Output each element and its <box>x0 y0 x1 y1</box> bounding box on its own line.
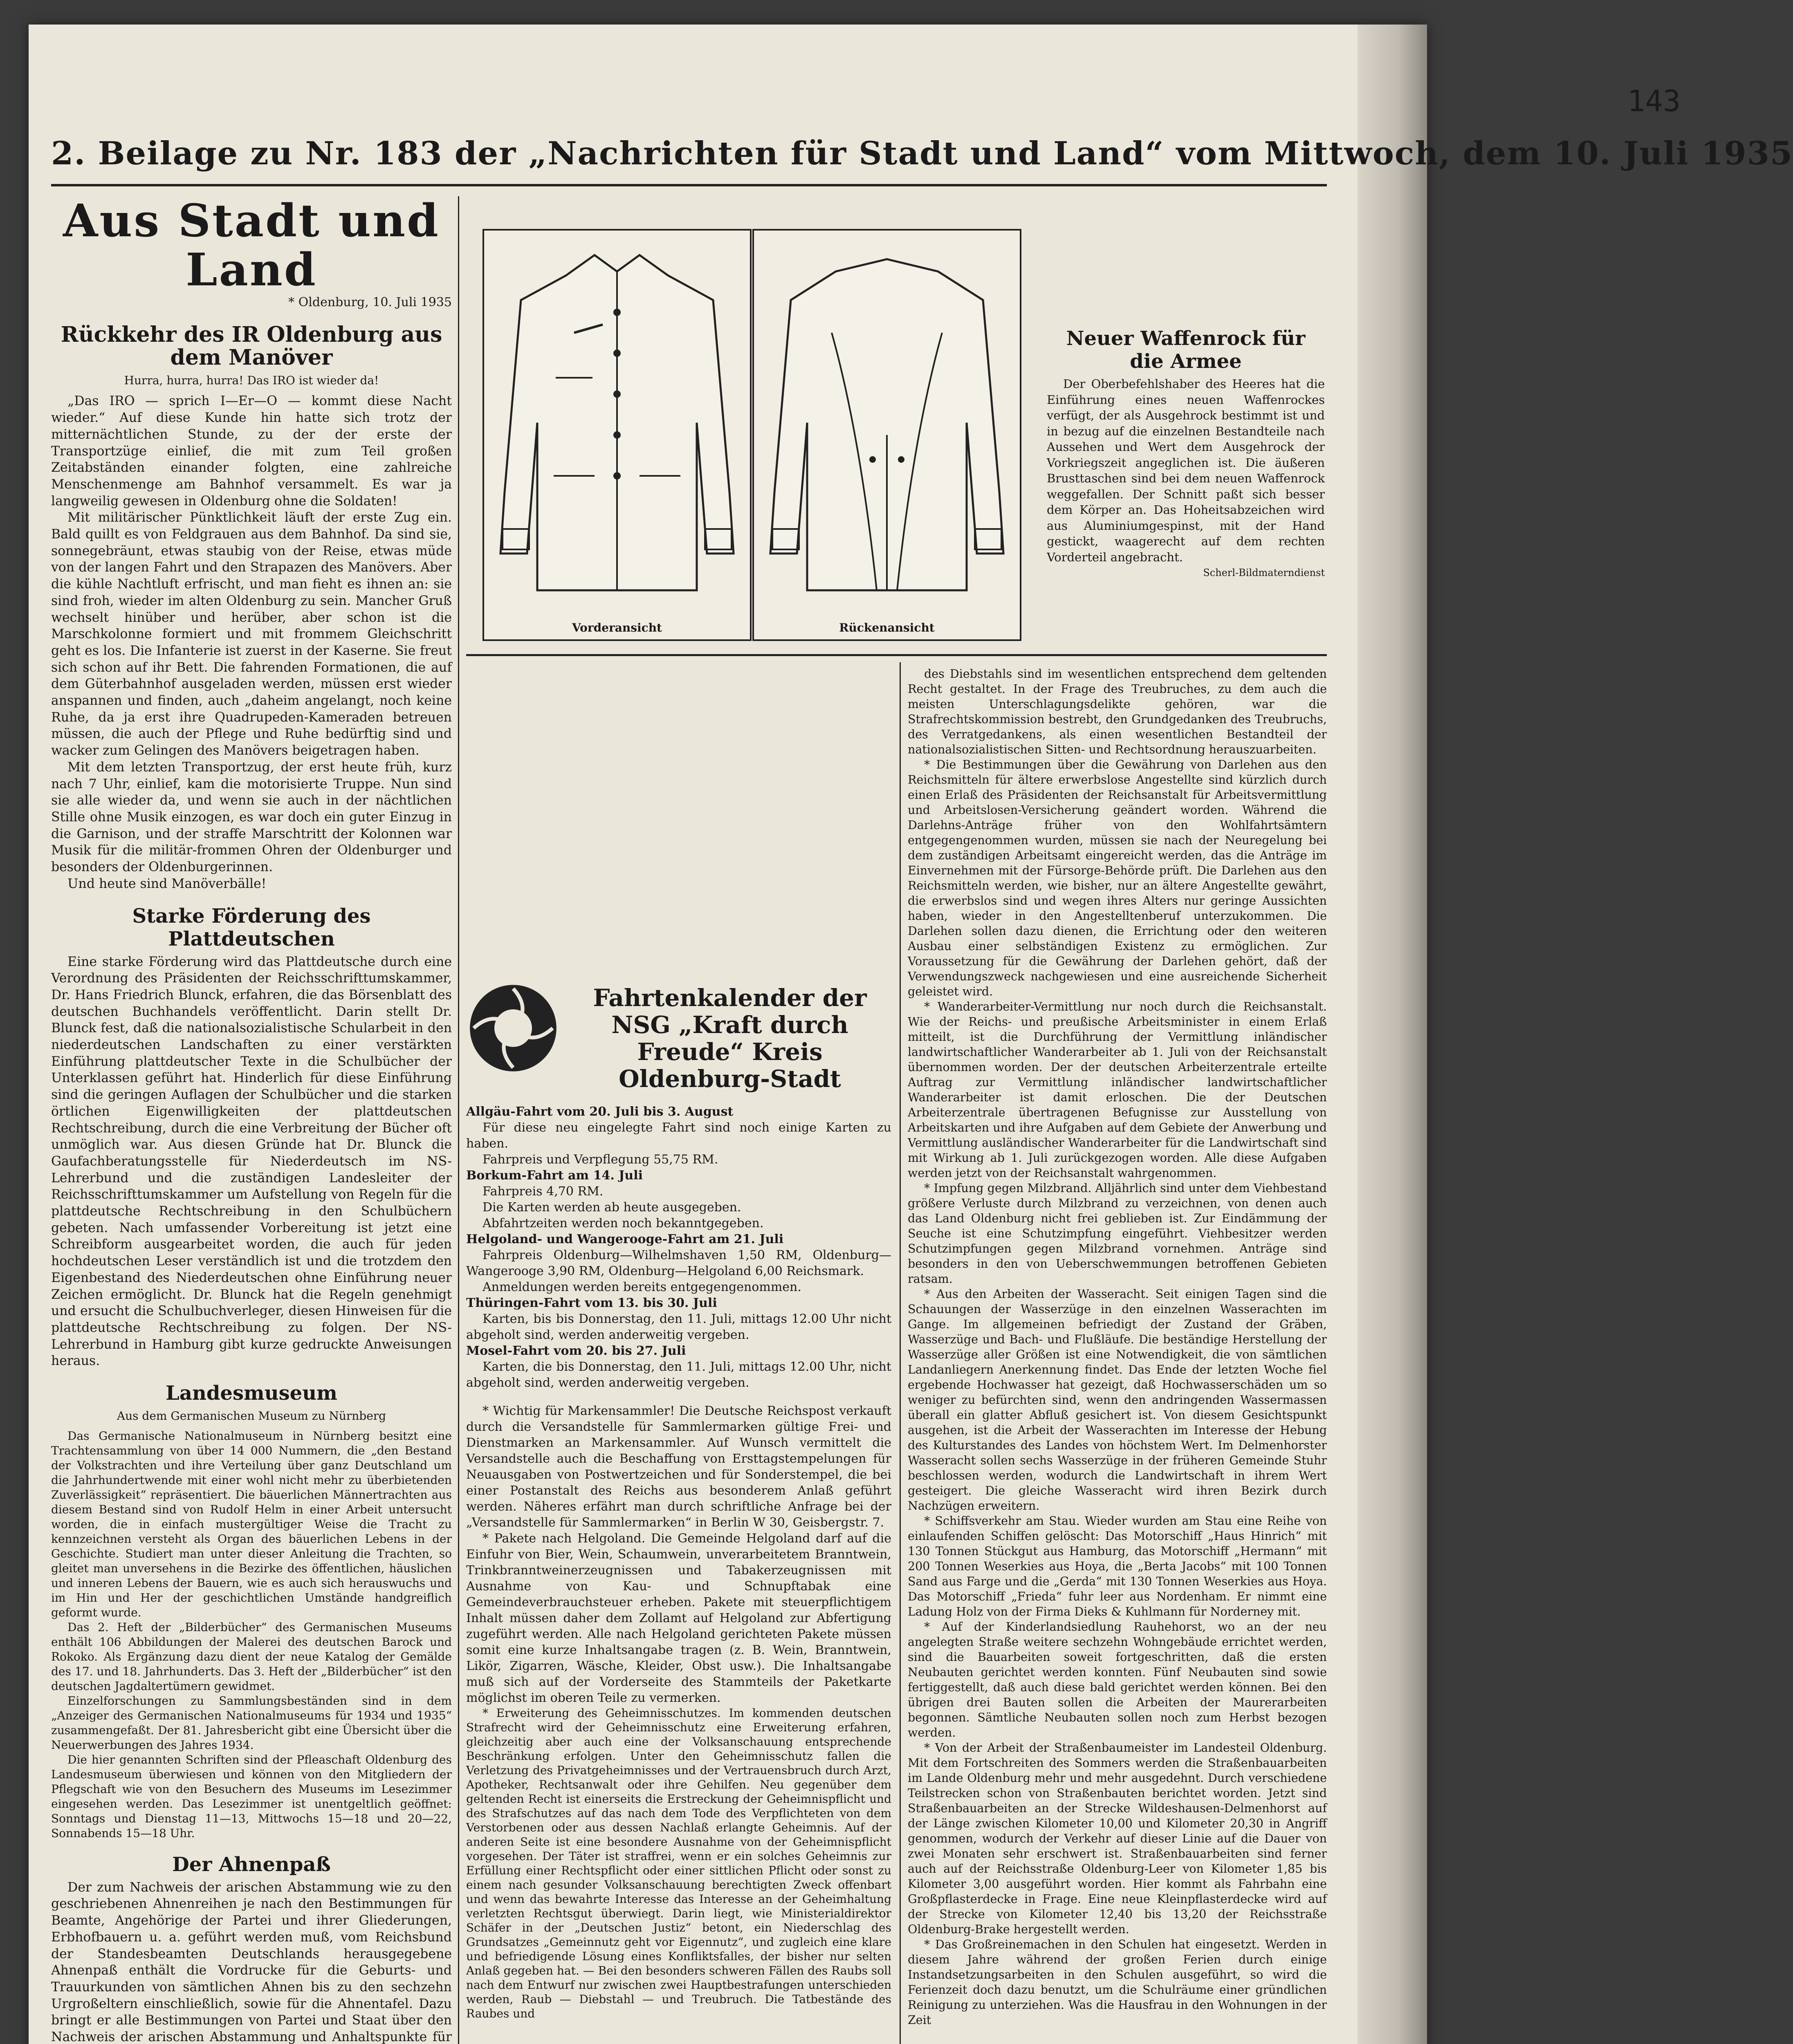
trip-text: Abfahrtzeiten werden noch bekanntgegeben. <box>482 1216 764 1230</box>
masthead-rule <box>51 184 1327 186</box>
trip-text: Fahrpreis 4,70 RM. <box>482 1184 604 1199</box>
paragraph: Eine starke Förderung wird das Plattdeutsche durch eine Verordnung des Präsidenten der Reichsschrifttumskammer, Dr. Hans Friedrich Blunck, erfahren, die das Börsenblatt des deutschen Buchhandels veröffentlicht. Darin stellt Dr. Blunck fest, daß die nationalsozialistische Schularbeit in den niederdeutschen Landschaften zu einer verstärkten Einführung plattdeutscher Texte in die Schulbücher der Unterklassen geführt hat. Hinderlich für diese Einführung sind die geringen Auflagen der Schulbücher und die starken örtlichen Eigenwilligkeiten der plattdeutschen Rechtschreibung, durch die eine Verbreitung der Bücher oft unmöglich war. Aus diesen Gründe hat Dr. Blunck die Gaufachberatungsstelle für Niederdeutsch im NS-Lehrerbund und die zuständigen Landesleiter der Reichsschrifttumskammer um Aufstellung von Regeln für die plattdeutsche Rechtschreibung in den Schulbüchern gebeten. Nach umfassender Vorbereitung ist jetzt eine Schreibform ausgearbeitet worden, die auch für jeden hochdeutschen Leser verständlich ist und die trotzdem den Eigenbestand des Niederdeutschen ohne Einführung neuer Zeichen ermöglicht. Dr. Blunck hat die Regeln genehmigt und ersucht die Schulbuchverleger, diesen Hinweisen für die plattdeutsche Rechtschreibung zu folgen. Der NS-Lehrerbund in Hamburg gibt kurze gedruckte Anweisungen heraus. <box>51 954 452 1369</box>
paragraph: * Die Bestimmungen über die Gewährung von Darlehen aus den Reichsmitteln für ältere erwerbslose Angestellte sind kürzlich durch einen Erlaß des Präsidenten der Reichsanstalt für Arbeitsvermittlung und Arbeitslosen-Versicherung geändert worden. Während die Darlehns-Anträge früher von den Wohlfahrtsämtern entgegengenommen wurden, müssen sie nach der Neuregelung bei dem zuständigen Arbeitsamt eingereicht werden, das die Anträge im Einvernehmen mit der Fürsorge-Behörde prüft. Die Darlehen aus den Reichsmitteln werden, wie bisher, nur an ältere Angestellte gewährt, die erwerbslos sind und wegen ihres Alters nur geringe Aussichten haben, wieder in den Angestelltenberuf unterzukommen. Die Darlehen sollen dazu dienen, die Errichtung oder den weiteren Ausbau einer selbständigen Existenz zu ermöglichen. Zur Voraussetzung für die Gewährung der Darlehen gehört, daß der Verwendungszweck nachgewiesen und eine ausreichende Sicherheit geleistet wird. <box>908 758 1327 998</box>
verse: Hurra, hurra, hurra! Das IRO ist wieder da! <box>124 373 379 387</box>
paragraph: „Das IRO — sprich I—Er—O — kommt diese Nacht wieder.“ Auf diese Kunde hin hatte sich trotz der mitternächtlichen Stunde, zu der der erste der Transportzüge einlief, die mit zum Teil großen Zeitabständen einander folgten, eine zahlreiche Menschenmenge am Bahnhof versammelt. Es war ja langweilig gewesen in Oldenburg ohne die Soldaten! <box>51 394 452 509</box>
paragraph: Einzelforschungen zu Sammlungsbeständen sind in dem „Anzeiger des Germanischen Nationalmuseums für 1934 und 1935“ zusammengefaßt. Der 81. Jahresbericht gibt eine Übersicht über die Neuerwerbungen des Jahres 1934. <box>51 1694 452 1752</box>
kdf-title: Fahrtenkalender der NSG „Kraft durch Freude“ Kreis Oldenburg-Stadt <box>593 984 867 1093</box>
trip-title: Helgoland- und Wangerooge-Fahrt am 21. Juli <box>466 1232 784 1246</box>
column-2 <box>466 666 891 969</box>
paragraph: Die hier genannten Schriften sind der Pfleaschaft Oldenburg des Landesmuseum überwiesen und können von den Mitgliedern der Pflegschaft wie von den Besuchern des Museums im Lesezimmer eingesehen werden. Das Lesezimmer ist unentgeltlich geöffnet: Sonntags und Dienstag 11—13, Mittwochs 15—18 und 20—22, Sonnabends 15—18 Uhr. <box>51 1753 452 1840</box>
trip-text: Anmeldungen werden bereits entgegengenommen. <box>482 1280 801 1294</box>
article-title: Der Ahnenpaß <box>172 1853 331 1876</box>
trip-text: Karten, die bis Donnerstag, den 11. Juli, mittags 12.00 Uhr, nicht abgeholt sind, werden anderweitig vergeben. <box>466 1360 891 1390</box>
uniform-front-figure <box>482 229 752 641</box>
trip-title: Allgäu-Fahrt vom 20. Juli bis 3. August <box>466 1105 734 1119</box>
paragraph: * Schiffsverkehr am Stau. Wieder wurden am Stau eine Reihe von einlaufenden Schiffen gelöscht: Das Motorschiff „Haus Hinrich“ mit 130 Tonnen Stückgut aus Hamburg, das Motorschiff „Hermann“ mit 200 Tonnen Weserkies aus Hoya, die „Berta Jacobs“ mit 100 Tonnen Sand aus Farge und die „Gerda“ mit 130 Tonnen Weserkies aus Hoya. Das Motorschiff „Frieda“ fuhr leer aus Nordenham. Er nimmt eine Ladung Holz von der Firma Dieks & Kuhlmann für Norderney mit. <box>908 1514 1327 1618</box>
paragraph: * Das Großreinemachen in den Schulen hat eingesetzt. Werden in diesem Jahre während der großen Ferien durch einige Instandsetzungsarbeiten in den Schulen ausgeführt, so wird die Ferienzeit doch dazu benutzt, um die Schulräume einer gründlichen Reinigung zu unterziehen. Was die Hausfrau in den Wohnungen in der Zeit <box>908 1938 1327 2027</box>
paragraph: * Aus den Arbeiten der Wasseracht. Seit einigen Tagen sind die Schauungen der Wasserzüge in den einzelnen Wasserachten im Gange. Im allgemeinen befriedigt der Zustand der Gräben, Wasserzüge und Bach- und Flußläufe. Die beständige Herstellung der Wasserzüge aller Größen ist eine Notwendigkeit, die von sämtlichen Landanliegern Anerkennung findet. Das Ende der letzten Woche fiel ergebende Hochwasser hat gezeigt, daß Hochwasserschäden um so weniger zu befürchten sind, wenn den andringenden Wassermassen überall ein glatter Abfluß gesichert ist. Von diesem Gesichtspunkt ausgehen, ist die Arbeit der Wasserachten im Interesse der Hebung des Kulturstandes des Landes von höchstem Wert. Im Delmenhorster Wasseracht sollen sechs Wasserzüge in der früheren Gemeinde Stuhr beschlossen werden, wodurch die Landwirtschaft in ihrem Wert gesteigert. Die gleiche Wasseracht wird ihren Bezirk durch Nachzügen erweitern. <box>908 1287 1327 1513</box>
dateline: * Oldenburg, 10. Juli 1935 <box>288 295 452 309</box>
paragraph: Mit dem letzten Transportzug, der erst heute früh, kurz nach 7 Uhr, einlief, kam die motorisierte Truppe. Nun sind sie alle wieder da, und wenn sie auch in der nächtlichen Stille ohne Musik einzogen, es war doch ein guter Einzug in die Garnison, und der straffe Marschtritt der Kolonnen war Musik für die militär-frommen Ohren der Oldenburger und besonders der Oldenburgerinnen. <box>51 760 452 875</box>
paragraph: Das 2. Heft der „Bilderbücher“ des Germanischen Museums enthält 106 Abbildungen der Malerei des deutschen Barock und Rokoko. Als Ergänzung dazu dient der neue Katalog der Gemälde des 17. und 18. Jahrhunderts. Das 3. Heft der „Bilderbücher“ ist den deutschen Jagdaltertümern gewidmet. <box>51 1620 452 1693</box>
uniform-front-drawing <box>484 231 750 619</box>
paragraph: Der zum Nachweis der arischen Abstammung wie zu den geschriebenen Ahnenreihen je nach den Bestimmungen für Beamte, Angehörige der Partei und ihrer Gliederungen, Erbhofbauern u. a. geführt werden muß, vom Reichsbund der Standesbeamten Deutschlands herausgegebene Ahnenpaß enthält die Vordrucke für die Geburts- und Trauurkunden von sämtlichen Ahnen bis zu den sechzehn Urgroßeltern einschließlich, sowie für die Ahnentafel. Dazu bringt er alle Bestimmungen von Partei und Staat über den Nachweis der arischen Abstammung und Anhaltspunkte für <box>51 1880 452 2044</box>
image-credit: Scherl-Bildmaterndienst <box>1203 567 1325 578</box>
trip-title: Borkum-Fahrt am 14. Juli <box>466 1168 643 1183</box>
paragraph: * Von der Arbeit der Straßenbaumeister im Landesteil Oldenburg. Mit dem Fortschreiten des Sommers werden die Straßenbauarbeiten im Lande Oldenburg mehr und mehr ausgedehnt. Durch verschiedene Teilstrecken schon von Straßenbauten berichtet worden. Jetzt sind Straßenbauarbeiten an der Strecke Wildeshausen-Delmenhorst auf der Länge zwischen Kilometer 10,00 und Kilometer 20,30 in Angriff genommen, wodurch der Verkehr auf dieser Linie auf die Dauer von zwei Monaten sehr erschwert ist. Straßenbauarbeiten sind ferner auch auf der Reichsstraße Oldenburg-Leer von Kilometer 1,85 bis Kilometer 3,00 ausgeführt worden. Hier kommt als Fahrbahn eine Großpflasterdecke in Frage. Eine neue Kleinpflasterdecke wird auf der Strecke von Kilometer 12,40 bis 13,20 der Reichsstraße Oldenburg-Brake hergestellt werden. <box>908 1741 1327 1936</box>
column-rule <box>900 662 901 2044</box>
trip-text: Für diese neu eingelegte Fahrt sind noch einige Karten zu haben. <box>466 1121 891 1151</box>
paragraph: Und heute sind Manöverbälle! <box>67 876 267 891</box>
trip-text: Fahrpreis und Verpflegung 55,75 RM. <box>482 1152 718 1167</box>
waffenrock-article <box>1047 327 1325 654</box>
masthead: 2. Beilage zu Nr. 183 der „Nachrichten für Stadt und Land“ vom Mittwoch, dem 10. Juli 1935 <box>51 135 1793 172</box>
article-subtitle: Aus dem Germanischen Museum zu Nürnberg <box>117 1409 386 1423</box>
uniform-back-drawing <box>754 231 1020 619</box>
paragraph: * Wanderarbeiter-Vermittlung nur noch durch die Reichsanstalt. Wie der Reichs- und preußische Arbeitsminister in einem Erlaß mitteilt, ist die Durchführung der Vermittlung inländischer landwirtschaftlicher Wanderarbeiter ab 1. Juli von der Reichsanstalt übernommen worden. Der der deutschen Arbeiterzentrale erteilte Auftrag zur Vermittlung inländischer landwirtschaftlicher Wanderarbeiter ist damit erloschen. Die der Deutschen Arbeiterzentrale übertragenen Befugnisse zur Ausstellung von Arbeitskarten und ihre Aufgaben auf dem Gebiete der Anwerbung und Vermittlung ausländischer Wanderarbeiter für die Landwirtschaft sind mit Wirkung ab 1. Juli zurückgezogen worden. Alle diese Aufgaben werden jetzt von der Reichsanstalt wahrgenommen. <box>908 1000 1327 1180</box>
trip-text: Fahrpreis Oldenburg—Wilhelmshaven 1,50 RM, Oldenburg—Wangerooge 3,90 RM, Oldenburg—Helgoland 6,00 Reichsmark. <box>466 1248 891 1278</box>
article-title: Landesmuseum <box>166 1382 337 1405</box>
paragraph: Der Oberbefehlshaber des Heeres hat die Einführung eines neuen Waffenrockes verfügt, der als Ausgehrock bestimmt ist und in bezug auf die einzelnen Bestandteile nach Aussehen und Wert dem Ausgehrock der Vorkriegszeit angeglichen ist. Die äußeren Brusttaschen sind bei dem neuen Waffenrock weggefallen. Der Schnitt paßt sich besser dem Körper an. Das Hoheitsabzeichen wird aus Aluminiumgespinst, mit der Hand gestickt, waagerecht auf dem rechten Vorderteil angebracht. <box>1047 377 1325 564</box>
figure-caption: Rückenansicht <box>839 621 935 634</box>
paragraph: * Wichtig für Markensammler! Die Deutsche Reichspost verkauft durch die Versandstelle für Sammlermarken gültige Frei- und Dienstmarken an Markensammler. Auf Wunsch vermittelt die Versandstelle auch die Beschaffung von Ersttagstempelungen für Neuausgaben von Postwertzeichen und für Sonderstempel, die bei einer Postanstalt des Reichs aus besonderem Anlaß geführt werden. Näheres erfährt man durch schriftliche Anfrage bei der „Versandstelle für Sammlermarken“ in Berlin W 30, Geisbergstr. 7. <box>466 1404 891 1530</box>
paragraph: * Impfung gegen Milzbrand. Alljährlich sind unter dem Viehbestand größere Verluste durch Milzbrand zu verzeichnen, von denen auch das Land Oldenburg nicht frei geblieben ist. Zur Eindämmung der Seuche ist eine Schutzimpfung eingeführt. Viehbesitzer werden Schutzimpfungen gegen Milzbrand vornehmen. Anträge sind besonders in den von Ueberschwemmungen betroffenen Gebieten ratsam. <box>908 1181 1327 1286</box>
column-2-lower <box>466 1104 891 2044</box>
kdf-emblem-icon <box>466 981 560 1075</box>
trip-text: Die Karten werden ab heute ausgegeben. <box>482 1200 741 1215</box>
article-title: Neuer Waffenrock für die Armee <box>1066 327 1306 373</box>
column-rule <box>458 196 459 2044</box>
uniform-back-figure <box>752 229 1021 641</box>
trip-text: Karten, bis bis Donnerstag, den 11. Juli, mittags 12.00 Uhr nicht abgeholt sind, werden anderweitig vergeben. <box>466 1312 891 1342</box>
kdf-heading <box>466 981 891 1104</box>
horizontal-rule <box>466 654 1327 656</box>
paragraph: des Diebstahls sind im wesentlichen entsprechend dem geltenden Recht gestaltet. In der Frage des Treubruches, zu dem auch die meisten Unterschlagungsdelikte gehören, war die Strafrechtskommission bestrebt, den Grundgedanken des Treubruchs, des Verratgedankens, als einen wesentlichen Bestandteil der nationalsozialistischen Sitten- und Rechtsordnung herauszuarbeiten. <box>908 667 1327 756</box>
paragraph: * Auf der Kinderlandsiedlung Rauhehorst, wo an der neu angelegten Straße weitere sechzehn Wohngebäude errichtet werden, sind die Bauarbeiten soweit fortgeschritten, daß die ersten Neubauten gerichtet werden konnten. Fünf Neubauten sind sowie fertiggestellt, daß auch diese bald gerichtet werden können. Bei den übrigen drei Bauten sollen die Arbeiten der Maurerarbeiten begonnen. Sämtliche Neubauten sollen noch zum Herbst bezogen werden. <box>908 1620 1327 1739</box>
column-1 <box>51 196 452 2044</box>
article-title: Starke Förderung des Plattdeutschen <box>132 904 371 950</box>
paragraph: Das Germanische Nationalmuseum in Nürnberg besitzt eine Trachtensammlung von über 14 000 Nummern, die „den Bestand der Volkstrachten und ihre Verteilung über ganz Deutschland um die Jahrhundertwende mit einer wohl nicht mehr zu überbietenden Zuverlässigkeit“ repräsentiert. Die bäuerlichen Männertrachten aus diesem Bestand sind von Rudolf Helm in einer Arbeit untersucht worden, die in einfach mustergültiger Weise die Tracht zu kennzeichnen versteht als Organ des bäuerlichen Lebens in der Geschichte. Studiert man unter dieser Anleitung die Trachten, so gleitet man unversehens in die Bezirke des öffentlichen, häuslichen und inneren Lebens der Bauern, wie es auch sich herauswuchs und im Hin und Her der geschichtlichen Umstände handgreiflich geformt wurde. <box>51 1429 452 1619</box>
trip-title: Thüringen-Fahrt vom 13. bis 30. Juli <box>466 1296 717 1310</box>
page-number: 143 <box>1627 84 1681 118</box>
paragraph: * Pakete nach Helgoland. Die Gemeinde Helgoland darf auf die Einfuhr von Bier, Wein, Schaumwein, unverarbeitetem Branntwein, Trinkbranntweinerzeugnissen und Tabakerzeugnissen mit Ausnahme von Kau- und Schnupftabak eine Gemeindeverbrauchsteuer erheben. Pakete mit steuerpflichtigem Inhalt müssen daher dem Zollamt auf Helgoland zur Abfertigung zugeführt werden. Alle nach Helgoland gerichteten Pakete müssen somit eine kurze Inhaltsangabe tragen (z. B. Wein, Branntwein, Likör, Zigarren, Wäsche, Kleider, Obst usw.). Die Inhaltsangabe muß sich auf der Vorderseite des Stammteils der Paketkarte möglichst im oberen Teile zu vermerken. <box>466 1531 891 1705</box>
paragraph: * Erweiterung des Geheimnisschutzes. Im kommenden deutschen Strafrecht wird der Geheimnisschutz eine Erweiterung erfahren, gleichzeitig aber auch eine der Volksanschauung entsprechende Beschränkung erfolgen. Unter den Geheimnisschutz fallen die Verletzung des Privatgeheimnisses und der Vertrauensbruch durch Arzt, Apotheker, Rechtsanwalt oder ihre Gehilfen. Neu gegenüber dem geltenden Recht ist einerseits die Erstreckung der Geheimnispflicht und des Strafschutzes auf das nach dem Tode des Verpflichteten von dem Verstorbenen oder aus dessen Nachlaß erlangte Geheimnis. Auf der anderen Seite ist eine besondere Ausnahme von der Geheimnispflicht vorgesehen. Der Täter ist straffrei, wenn er ein solches Geheimnis zur Erfüllung einer Rechtspflicht oder einer sittlichen Pflicht oder sonst zu einem nach gesunder Volksanschauung berechtigten Zweck offenbart und wenn das bewahrte Interesse das Interesse an der Geheimhaltung verletzten Rechtsgut überwiegt. Darin liegt, wie Ministerialdirektor Schäfer in der „Deutschen Justiz“ betont, ein Niederschlag des Grundsatzes „Gemeinnutz geht vor Eigennutz“, und zugleich eine klare und befriedigende Lösung eines Konfliktsfalles, der bisher nur selten Anlaß gegeben hat. — Bei den besonders schweren Fällen des Raubs soll nach dem Entwurf nur zwischen zwei Hauptbestrafungen unterschieden werden, Raub — Diebstahl — und Treubruch. Die Tatbestände des Raubes und <box>466 1706 891 2020</box>
page-edge <box>1358 25 1427 2044</box>
figure-caption: Vorderansicht <box>572 621 662 634</box>
trip-title: Mosel-Fahrt vom 20. bis 27. Juli <box>466 1344 686 1358</box>
section-title: Aus Stadt und Land <box>63 194 440 296</box>
column-3 <box>908 666 1327 2044</box>
article-title: Rückkehr des IR Oldenburg aus dem Manöver <box>61 322 442 370</box>
paragraph: Mit militärischer Pünktlichkeit läuft der erste Zug ein. Bald quillt es von Feldgrauen aus dem Bahnhof. Da sind sie, sonnegebräunt, etwas staubig von der Reise, etwas müde von der langen Fahrt und den Strapazen des Manövers. Aber die kühle Nachtluft erfrischt, und man fieht es ihnen an: sie sind froh, wieder im alten Oldenburg zu sein. Mancher Gruß wechselt hinüber und herüber, aber schon ist die Marschkolonne formiert und mit frommem Gleichschritt geht es los. Die Infanterie ist zuerst in der Kaserne. Sie freut sich schon auf ihr Bett. Die fahrenden Formationen, die auf dem Güterbahnhof ausgeladen werden, müssen erst wieder anspannen und finden, auch „daheim angelangt, noch keine Ruhe, da ja erst ihre Quadrupeden-Kameraden betreuen müssen, die auch der Pflege und Ruhe bedürftig sind und wacker zum Gelingen des Manövers beigetragen haben. <box>51 510 452 758</box>
